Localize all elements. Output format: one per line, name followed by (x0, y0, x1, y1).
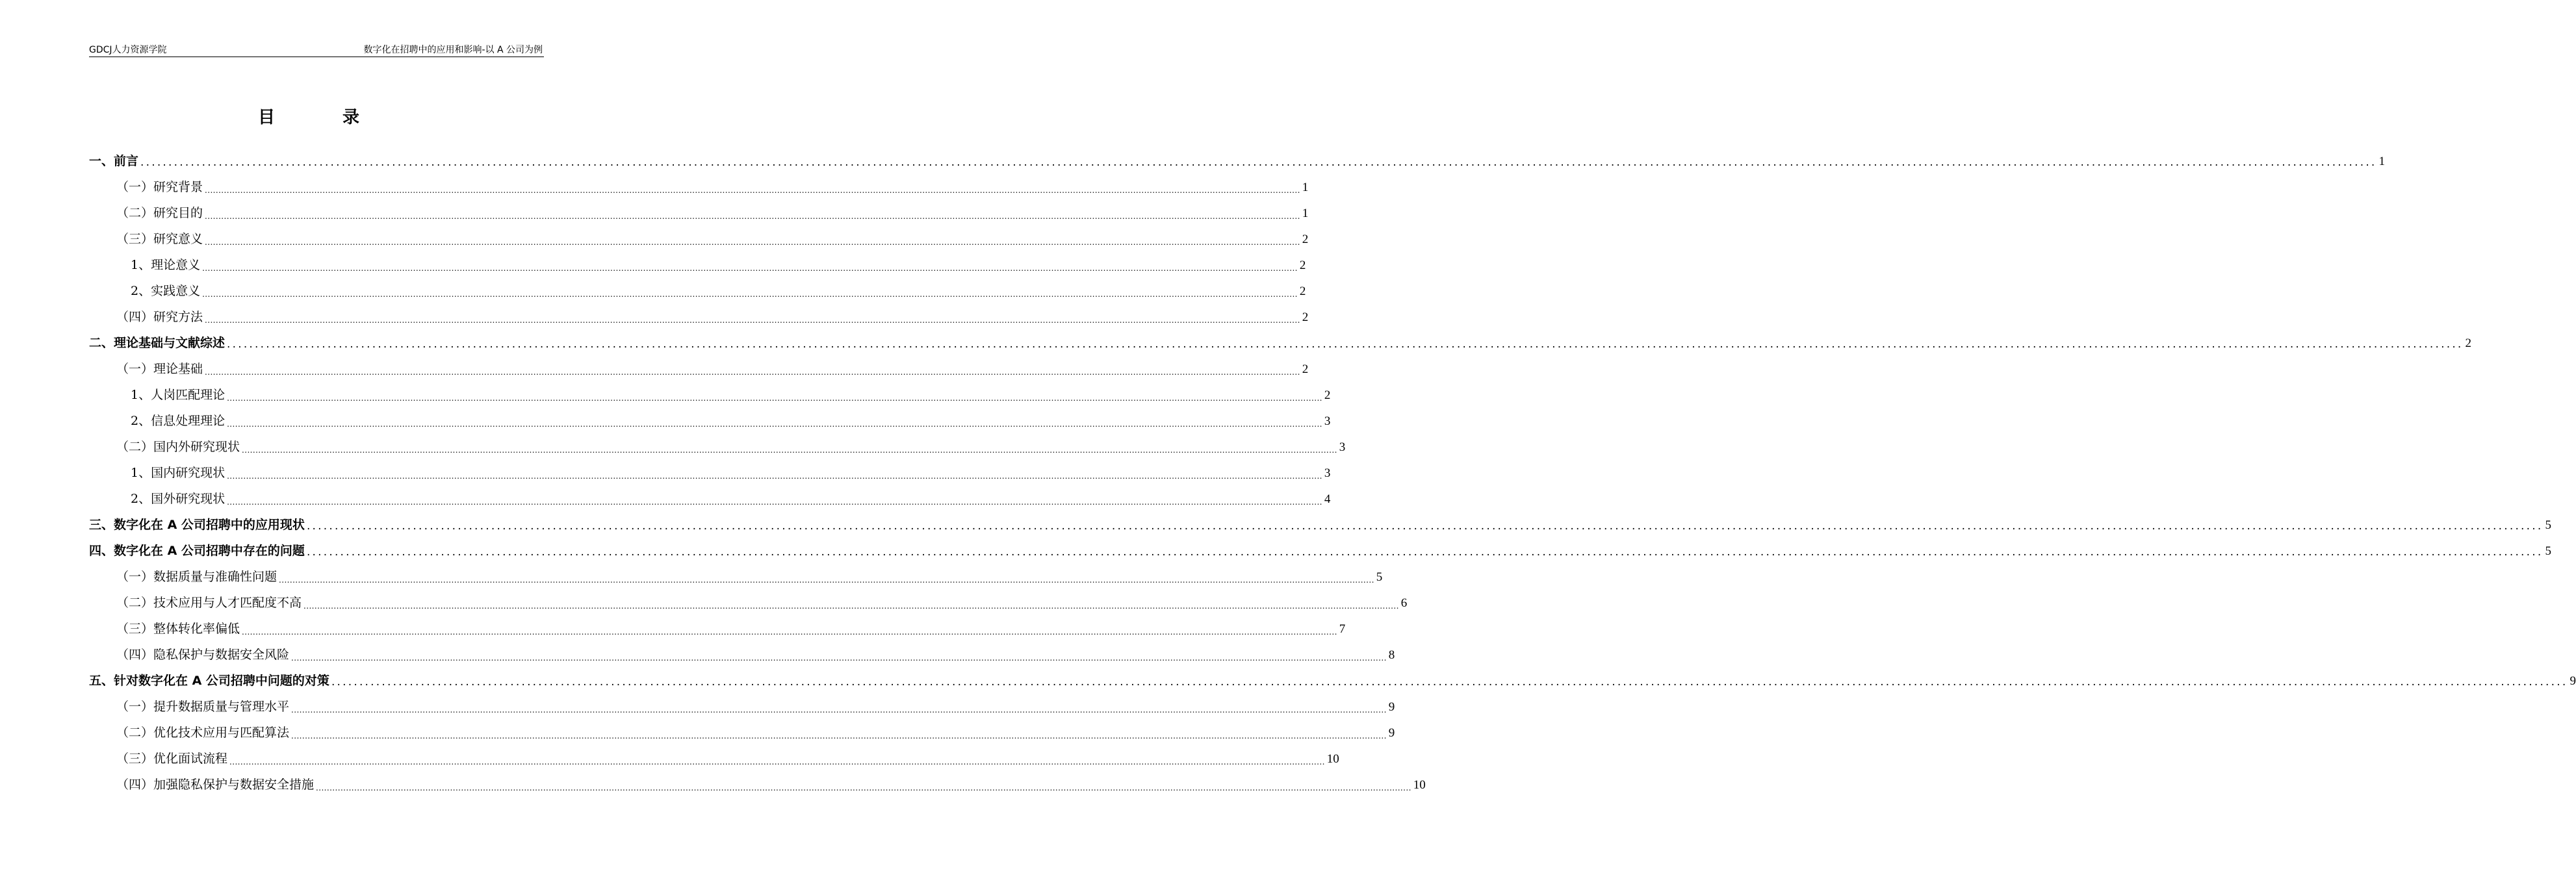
toc-leader-dots: ................................................................................................................................................................................................................................................................................................................................................................................................................ (316, 783, 1411, 792)
toc-entry-label: （三）优化面试流程 (116, 752, 228, 766)
toc-entry-label: （三）整体转化率偏低 (116, 622, 240, 636)
toc-leader-dots: ................................................................................................................................................................................................................................................................................................................................................................................................................ (291, 731, 1387, 740)
toc-entry-page: 3 (1339, 440, 1346, 454)
toc-leader-dots: ................................................................................................................................................................................................................................................................................................................................................................................................................ (331, 676, 2568, 689)
toc-leader-dots: ................................................................................................................................................................................................................................................................................................................................................................................................................ (205, 212, 1300, 221)
header-left-text: GDCJ人力资源学院 (89, 45, 167, 55)
toc-entry-label: 五、针对数字化在 A 公司招聘中问题的对策 (89, 674, 329, 688)
toc-leader-dots: ................................................................................................................................................................................................................................................................................................................................................................................................................ (227, 472, 1322, 481)
toc-entry-label: （一）数据质量与准确性问题 (116, 570, 277, 584)
toc-leader-dots: ................................................................................................................................................................................................................................................................................................................................................................................................................ (227, 394, 1322, 403)
toc-entry[interactable] (89, 251, 1306, 277)
toc-leader-dots: ................................................................................................................................................................................................................................................................................................................................................................................................................ (205, 316, 1300, 325)
toc-leader-dots: ................................................................................................................................................................................................................................................................................................................................................................................................................ (205, 238, 1300, 247)
header-right-text: 数字化在招聘中的应用和影响-以 A 公司为例 (363, 45, 543, 55)
toc-entry[interactable] (89, 744, 1339, 770)
toc-entry-label: 2、信息处理理论 (131, 414, 225, 428)
toc-entry-page: 2 (1302, 310, 1309, 324)
toc-entry[interactable] (89, 433, 1346, 459)
toc-entry[interactable] (89, 485, 1331, 511)
toc-entry[interactable] (89, 666, 2576, 692)
toc-entry-label: 四、数字化在 A 公司招聘中存在的问题 (89, 544, 305, 558)
toc-leader-dots: ................................................................................................................................................................................................................................................................................................................................................................................................................ (306, 546, 2544, 559)
toc-leader-dots: ................................................................................................................................................................................................................................................................................................................................................................................................................ (229, 757, 1325, 766)
toc-entry-label: 一、前言 (89, 154, 139, 168)
toc-entry-page: 3 (1324, 414, 1331, 428)
toc-leader-dots: ................................................................................................................................................................................................................................................................................................................................................................................................................ (242, 446, 1337, 455)
toc-entry-label: 1、理论意义 (131, 258, 201, 272)
toc-entry-page: 6 (1400, 596, 1408, 610)
toc-entry-label: （一）理论基础 (116, 362, 203, 376)
toc-entry[interactable] (89, 640, 1395, 666)
toc-entry[interactable] (89, 614, 1346, 640)
toc-entry-label: 1、国内研究现状 (131, 466, 225, 480)
toc-title (0, 104, 617, 128)
toc-entry-label: 2、实践意义 (131, 284, 201, 298)
toc-entry-page: 2 (1324, 388, 1331, 402)
toc-entry-label: （四）隐私保护与数据安全风险 (116, 648, 290, 662)
toc-entry-page: 1 (1302, 181, 1309, 194)
toc-leader-dots: ................................................................................................................................................................................................................................................................................................................................................................................................................ (227, 338, 2464, 351)
toc-entry[interactable] (89, 563, 1383, 588)
page-header (89, 41, 544, 57)
toc-leader-dots: ................................................................................................................................................................................................................................................................................................................................................................................................................ (306, 520, 2544, 533)
toc-entry-page: 7 (1339, 622, 1346, 636)
toc-entry[interactable] (89, 303, 1309, 329)
toc-entry[interactable] (89, 459, 1331, 485)
toc-leader-dots: ................................................................................................................................................................................................................................................................................................................................................................................................................ (303, 601, 1399, 611)
toc-entry[interactable] (89, 147, 2386, 173)
toc-leader-dots: ................................................................................................................................................................................................................................................................................................................................................................................................................ (227, 498, 1322, 507)
toc-entry-page: 9 (2570, 674, 2576, 688)
toc-entry-label: （二）国内外研究现状 (116, 440, 240, 454)
toc-entry-page: 10 (1326, 752, 1339, 766)
toc-entry-page: 1 (1302, 207, 1309, 220)
toc-leader-dots: ................................................................................................................................................................................................................................................................................................................................................................................................................ (205, 186, 1300, 195)
toc-entry-page: 5 (2545, 518, 2551, 532)
toc-entry-page: 2 (2465, 336, 2472, 350)
toc-entry-label: 1、人岗匹配理论 (131, 388, 225, 402)
toc-entry-page: 2 (1299, 285, 1306, 298)
toc-entry[interactable] (89, 199, 1309, 225)
toc-leader-dots: ................................................................................................................................................................................................................................................................................................................................................................................................................ (202, 290, 1298, 299)
toc-entry[interactable] (89, 173, 1309, 199)
toc-entry-label: （二）优化技术应用与匹配算法 (116, 726, 290, 740)
toc-title-char-2: 录 (342, 108, 360, 127)
toc-leader-dots: ................................................................................................................................................................................................................................................................................................................................................................................................................ (202, 264, 1298, 273)
toc-entry-label: （四）研究方法 (116, 310, 203, 324)
toc-entry-page: 3 (1324, 466, 1331, 480)
toc-entry-page: 2 (1302, 233, 1309, 246)
toc-entry[interactable] (89, 277, 1306, 303)
toc-leader-dots: ................................................................................................................................................................................................................................................................................................................................................................................................................ (242, 627, 1337, 637)
toc-entry-label: 三、数字化在 A 公司招聘中的应用现状 (89, 518, 305, 532)
toc-entry-page: 10 (1413, 778, 1426, 792)
toc-entry-page: 4 (1324, 492, 1331, 506)
toc-entry[interactable] (89, 770, 1426, 796)
toc-entry[interactable] (89, 225, 1309, 251)
toc-entry[interactable] (89, 588, 1408, 614)
toc-entry-label: （一）研究背景 (116, 180, 203, 194)
toc-leader-dots: ................................................................................................................................................................................................................................................................................................................................................................................................................ (205, 368, 1300, 377)
toc-entry-label: 二、理论基础与文献综述 (89, 336, 225, 350)
toc-entry[interactable] (89, 718, 1395, 744)
toc-entry[interactable] (89, 355, 1309, 381)
toc-entry[interactable] (89, 511, 2551, 537)
toc-entry-label: （一）提升数据质量与管理水平 (116, 700, 290, 714)
toc-entry-page: 5 (1376, 570, 1383, 584)
toc-entry-page: 2 (1302, 362, 1309, 376)
toc-leader-dots: ................................................................................................................................................................................................................................................................................................................................................................................................................ (279, 576, 1374, 585)
toc-leader-dots: ................................................................................................................................................................................................................................................................................................................................................................................................................ (227, 420, 1322, 429)
toc-entry-label: 2、国外研究现状 (131, 492, 225, 506)
toc-title-char-1: 目 (257, 108, 275, 127)
toc-entry-page: 1 (2378, 155, 2386, 168)
toc-entry[interactable] (89, 329, 2472, 355)
toc-entry-page: 9 (1388, 726, 1395, 740)
toc-entry-label: （三）研究意义 (116, 232, 203, 246)
toc-entry[interactable] (89, 692, 1395, 718)
toc-entry[interactable] (89, 381, 1331, 407)
toc-entry-label: （四）加强隐私保护与数据安全措施 (116, 778, 315, 792)
toc-entry-label: （二）技术应用与人才匹配度不高 (116, 596, 302, 610)
toc-entry[interactable] (89, 407, 1331, 433)
toc-entry-label: （二）研究目的 (116, 206, 203, 220)
toc-leader-dots: ................................................................................................................................................................................................................................................................................................................................................................................................................ (140, 156, 2377, 169)
table-of-contents (89, 147, 2576, 796)
toc-leader-dots: ................................................................................................................................................................................................................................................................................................................................................................................................................ (291, 653, 1387, 663)
toc-entry-page: 2 (1299, 259, 1306, 272)
toc-entry[interactable] (89, 537, 2551, 563)
toc-entry-page: 8 (1388, 648, 1395, 662)
toc-leader-dots: ................................................................................................................................................................................................................................................................................................................................................................................................................ (291, 705, 1387, 715)
toc-entry-page: 5 (2545, 544, 2551, 558)
toc-entry-page: 9 (1388, 700, 1395, 714)
